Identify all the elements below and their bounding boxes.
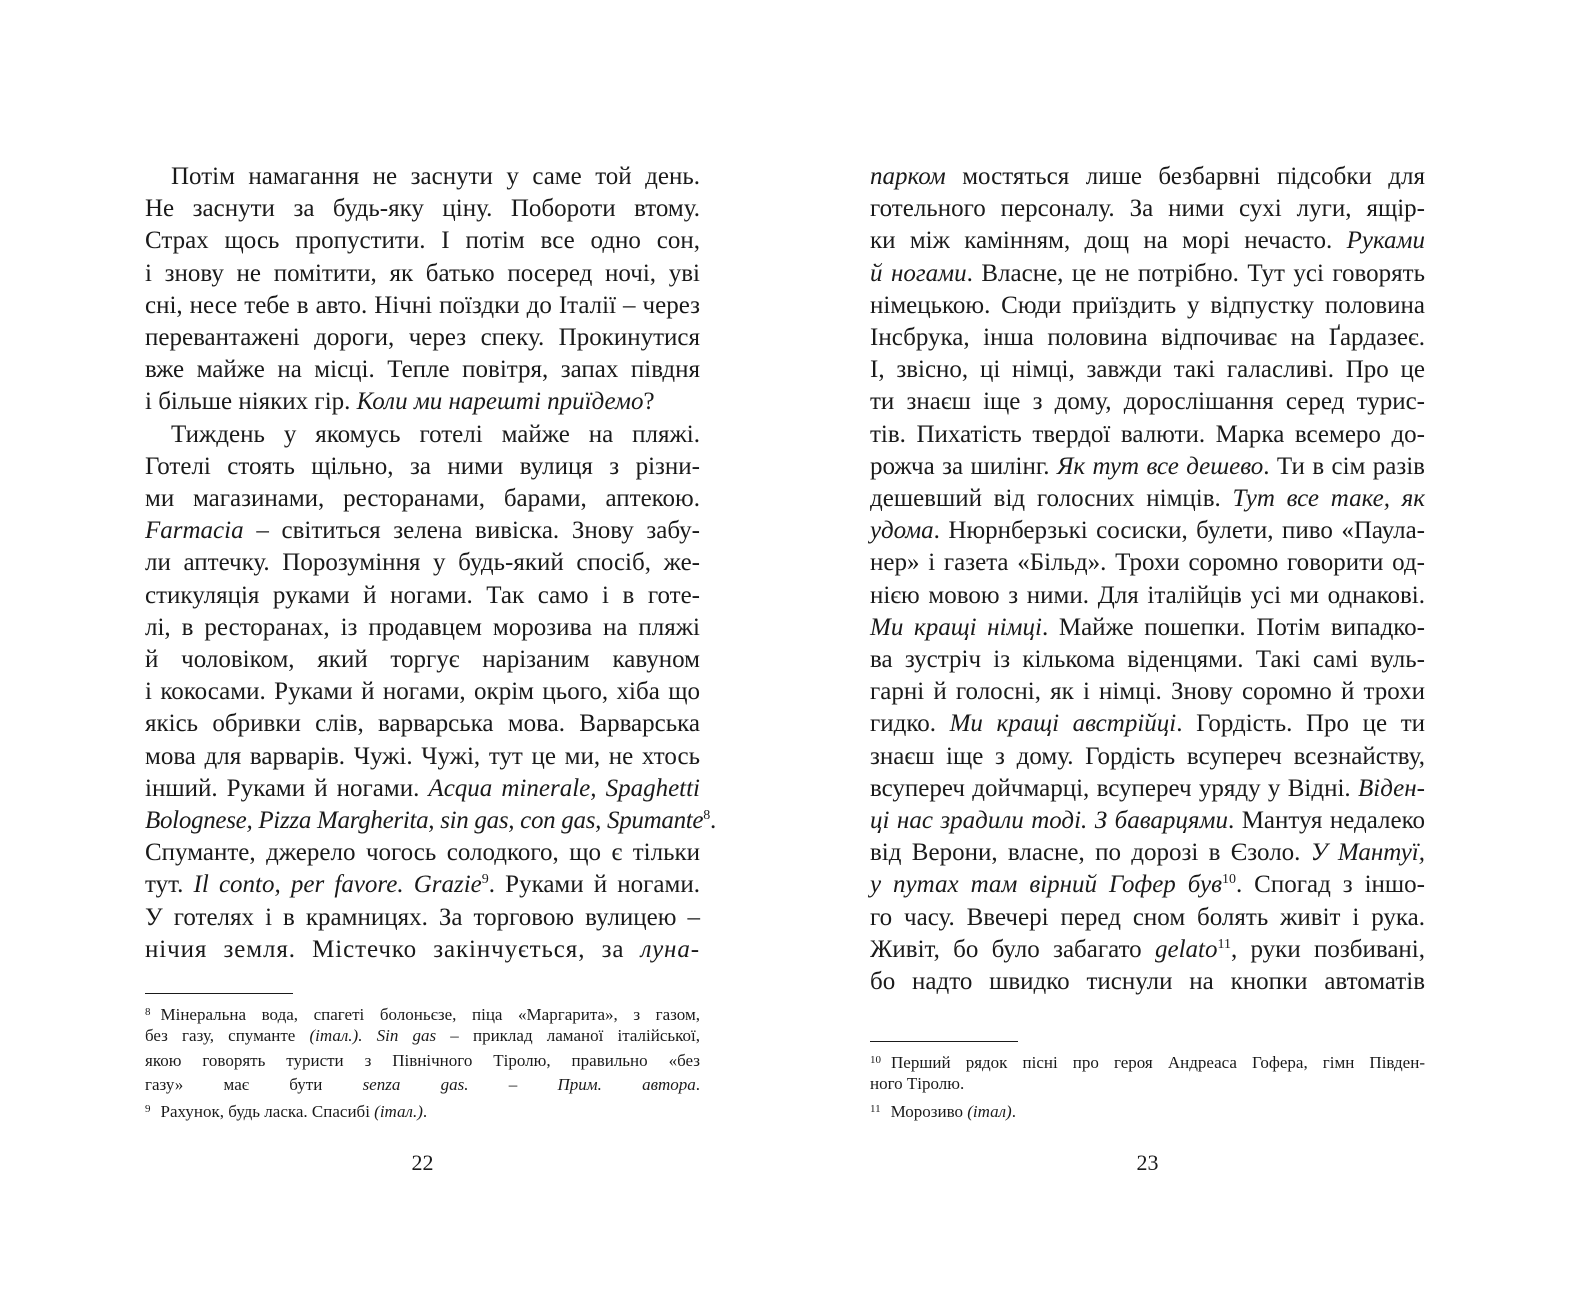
text-line: парком мостяться лише безбарвні підсобки для	[870, 163, 1425, 190]
footnote-line: $^8$ Мінеральна вода, спагеті болоньєзе, піца «Маргарита», з газом,	[145, 1005, 700, 1024]
text-line: якісь обривки слів, варварська мова. Варварська	[145, 710, 700, 738]
footnote-line: газу» має бути senza gas. – Прим. автора.	[145, 1074, 700, 1094]
footnote-line: $^9$ Рахунок, будь ласка. Спасибі (італ.).	[145, 1102, 428, 1122]
footnote-number: 11	[870, 1102, 881, 1115]
text-line: й чоловіком, який торгує нарізаним кавуном	[145, 646, 700, 673]
text-line: дешевший від голосних німців. Тут все таке, як	[870, 485, 1425, 512]
text-line: лі, в ресторанах, із продавцем морозива на пляжі	[145, 613, 700, 641]
text-line: Не заснути за будь-яку ціну. Побороти втому.	[145, 195, 700, 223]
text-line: Ми кращі німці. Майже пошепки. Потім випадко-	[870, 613, 1425, 641]
text-line: Інсбрука, інша половина відпочиває на Ґардазеє.	[870, 324, 1425, 351]
text-line: перевантажені дороги, через спеку. Прокинутися	[145, 324, 700, 351]
text-line: ки між камінням, дощ на морі нечасто. Руками	[870, 227, 1425, 255]
page-number-right: 23	[1136, 1150, 1159, 1175]
footnote-number: 9	[145, 1103, 151, 1116]
text-line: ти знаєш іще з дому, дорослішання серед турис-	[870, 388, 1425, 416]
text-line: і знову не помітити, як батько посеред ночі, уві	[145, 259, 700, 287]
text-line: у путах там вірний Гофер був$^{10}$. Спогад з іншо-	[870, 871, 1425, 899]
text-line: У готелях і в крамницях. За торговою вулицею –	[145, 903, 700, 931]
text-line: і більше ніяких гір. Коли ми нарешті приїдемо?	[145, 388, 655, 416]
text-line: Bolognese, Pizza Margherita, sin gas, con gas, Spumante$^8$.	[145, 807, 716, 834]
text-line: тів. Пихатість твердої валюти. Марка всемеро до-	[870, 420, 1425, 448]
text-line: Потім намагання не заснути у саме той день.	[171, 163, 700, 190]
text-line: Farmacia – світиться зелена вивіска. Знову забу-	[145, 517, 700, 545]
text-line: ва зустріч із кількома віденцями. Такі самі вуль-	[870, 646, 1425, 673]
text-line: нією мовою з ними. Для італійців усі ми однакові.	[870, 581, 1425, 609]
text-line: бо надто швидко тиснули на кнопки автоматів	[870, 968, 1425, 995]
text-line: нічия земля. Містечко закінчується, за луна-	[145, 935, 700, 963]
page-number-left: 22	[411, 1150, 434, 1175]
text-line: рожча за шилінг. Як тут все дешево. Ти в сім разів	[870, 452, 1425, 480]
text-line: Тиждень у якомусь готелі майже на пляжі.	[171, 420, 700, 448]
text-line: Живіт, бо було забагато gelato$^{11}$, руки позбивані,	[870, 935, 1425, 963]
text-line: німецькою. Сюди приїздить у відпустку половина	[870, 291, 1425, 319]
text-line: від Верони, власне, по дорозі в Єзоло. У Мантуї,	[870, 839, 1425, 867]
text-line: мова для варварів. Чужі. Чужі, тут це ми, не хтось	[145, 742, 700, 770]
text-line: гарні й голосні, як і німці. Знову соромно й трохи	[870, 678, 1425, 706]
text-line: сні, несе тебе в авто. Нічні поїздки до Італії – через	[145, 291, 700, 319]
footnote-number: 8	[145, 1006, 151, 1018]
text-line: готельного персоналу. За ними сухі луги, ящір-	[870, 195, 1425, 223]
text-line: І, звісно, ці німці, завжди такі галасливі. Про це	[870, 356, 1425, 384]
footnote-separator	[145, 993, 293, 994]
text-line: і кокосами. Руками й ногами, окрім цього, хіба що	[145, 678, 700, 706]
text-line: гидко. Ми кращі австрійці. Гордість. Про це ти	[870, 710, 1425, 738]
text-line: й ногами. Власне, це не потрібно. Тут усі говорять	[870, 259, 1425, 287]
text-line: нер» і газета «Більд». Трохи соромно говорити од-	[870, 549, 1425, 577]
footnote-line: $^{10}$ Перший рядок пісні про героя Андреаса Гофера, гімн Півден-	[870, 1053, 1425, 1072]
footnote-separator	[870, 1041, 1018, 1042]
right-page	[870, 0, 1425, 1299]
text-line: удома. Нюрнберзькі сосиски, булети, пиво «Паула-	[870, 517, 1425, 545]
text-line: вже майже на місці. Тепле повітря, запах півдня	[145, 356, 700, 384]
footnote-line: $^{11}$ Морозиво (італ).	[870, 1101, 1016, 1121]
text-line: всупереч дойчмарці, всупереч уряду у Відні. Віден-	[870, 774, 1425, 802]
text-line: го часу. Ввечері перед сном болять живіт і рука.	[870, 903, 1425, 931]
footnote-line: ного Тіролю.	[870, 1074, 965, 1094]
text-line: Страх щось пропустити. І потім все одно сон,	[145, 227, 700, 255]
text-line: ли аптечку. Порозуміння у будь-який спосіб, же-	[145, 549, 700, 577]
text-line: тут. Il conto, per favore. Grazie$^9$. Руками й ногами.	[145, 871, 700, 899]
text-line: ми магазинами, ресторанами, барами, аптекою.	[145, 485, 700, 512]
left-page	[145, 0, 716, 1299]
footnote-line: без газу, спуманте (італ.). Sin gas – приклад ламаної італійської,	[145, 1026, 701, 1046]
text-line: Спуманте, джерело чогось солодкого, що є тільки	[145, 839, 700, 867]
text-line: Готелі стоять щільно, за ними вулиця з різни-	[145, 452, 700, 480]
footnote-number: 10	[870, 1054, 881, 1066]
text-line: стикуляція руками й ногами. Так само і в готе-	[145, 581, 700, 609]
text-line: знаєш іще з дому. Гордість всупереч всезнайству,	[870, 742, 1425, 770]
text-line: інший. Руками й ногами. Acqua minerale, Spaghetti	[145, 774, 700, 802]
footnote-line: якою говорять туристи з Північного Тіролю, правильно «без	[145, 1050, 700, 1070]
text-line: ці нас зрадили тоді. З баварцями. Мантуя недалеко	[870, 807, 1425, 834]
